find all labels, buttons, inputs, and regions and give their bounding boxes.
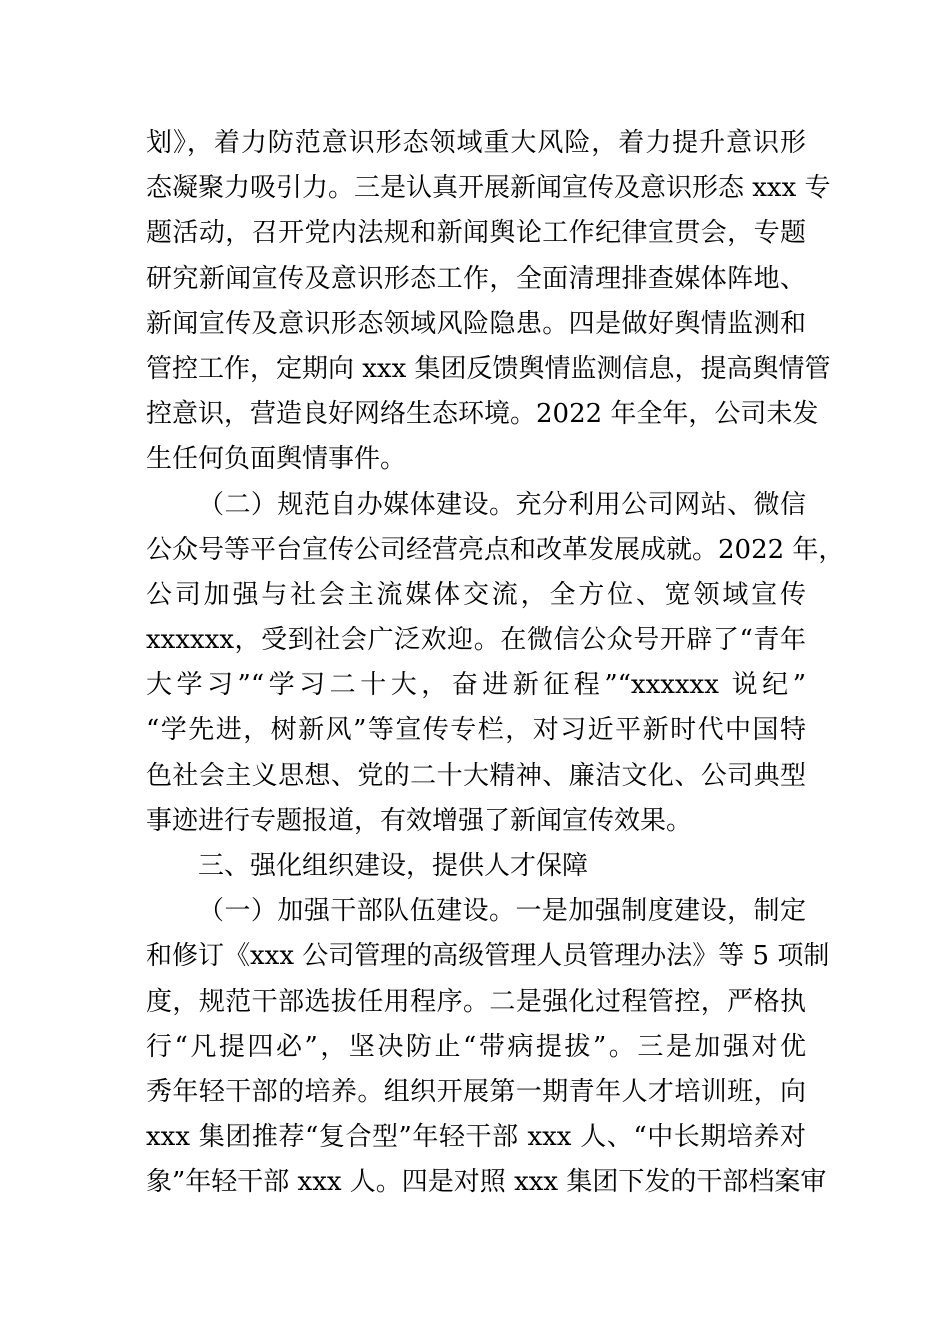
text-line: 生任何负面舆情事件。 xyxy=(146,444,407,475)
text-line: 事迹进行专题报道，有效增强了新闻宣传效果。 xyxy=(146,805,693,836)
text-line: 划》，着力防范意识形态领域重大风险，着力提升意识形 xyxy=(146,128,806,158)
text-line: 控意识，营造良好网络生态环境。2022 年全年，公司未发 xyxy=(146,399,819,430)
text-line: 和修订《xxx 公司管理的高级管理人员管理办法》等 5 项制 xyxy=(146,941,830,972)
text-line: 公众号等平台宣传公司经营亮点和改革发展成就。2022 年， xyxy=(146,534,845,565)
text-line: 色社会主义思想、党的二十大精神、廉洁文化、公司典型 xyxy=(146,760,806,791)
text-line: 大学习”“学习二十大，奋进新征程”“xxxxxx 说纪” xyxy=(146,670,806,701)
text-line: 象”年轻干部 xxx 人。四是对照 xxx 集团下发的干部档案审 xyxy=(146,1167,827,1198)
text-line: 管控工作，定期向 xxx 集团反馈舆情监测信息，提高舆情管 xyxy=(146,353,831,384)
paragraph-first-line: （二）规范自办媒体建设。充分利用公司网站、微信 xyxy=(198,489,806,520)
text-line: xxxxxx，受到社会广泛欢迎。在微信公众号开辟了“青年 xyxy=(146,625,806,656)
text-line: xxx 集团推荐“复合型”年轻干部 xxx 人、“中长期培养对 xyxy=(146,1122,806,1153)
text-line: 秀年轻干部的培养。组织开展第一期青年人才培训班，向 xyxy=(146,1076,806,1107)
body-text xyxy=(146,121,845,1206)
text-line: 行“凡提四必”，坚决防止“带病提拔”。三是加强对优 xyxy=(146,1031,806,1062)
text-line: 度，规范干部选拔任用程序。二是强化过程管控，严格执 xyxy=(146,986,806,1017)
paragraph-first-line: （一）加强干部队伍建设。一是加强制度建设，制定 xyxy=(198,896,806,927)
text-line: “学先进，树新风”等宣传专栏，对习近平新时代中国特 xyxy=(146,715,806,746)
text-line: 研究新闻宣传及意识形态工作，全面清理排查媒体阵地、 xyxy=(146,263,806,294)
text-line: 公司加强与社会主流媒体交流，全方位、宽领域宣传 xyxy=(146,579,806,610)
section-heading: 三、强化组织建设，提供人才保障 xyxy=(198,851,589,881)
text-line: 新闻宣传及意识形态领域风险隐患。四是做好舆情监测和 xyxy=(146,308,806,339)
text-line: 题活动，召开党内法规和新闻舆论工作纪律宣贯会，专题 xyxy=(146,218,806,249)
text-line: 态凝聚力吸引力。三是认真开展新闻宣传及意识形态 xxx 专 xyxy=(146,173,831,204)
